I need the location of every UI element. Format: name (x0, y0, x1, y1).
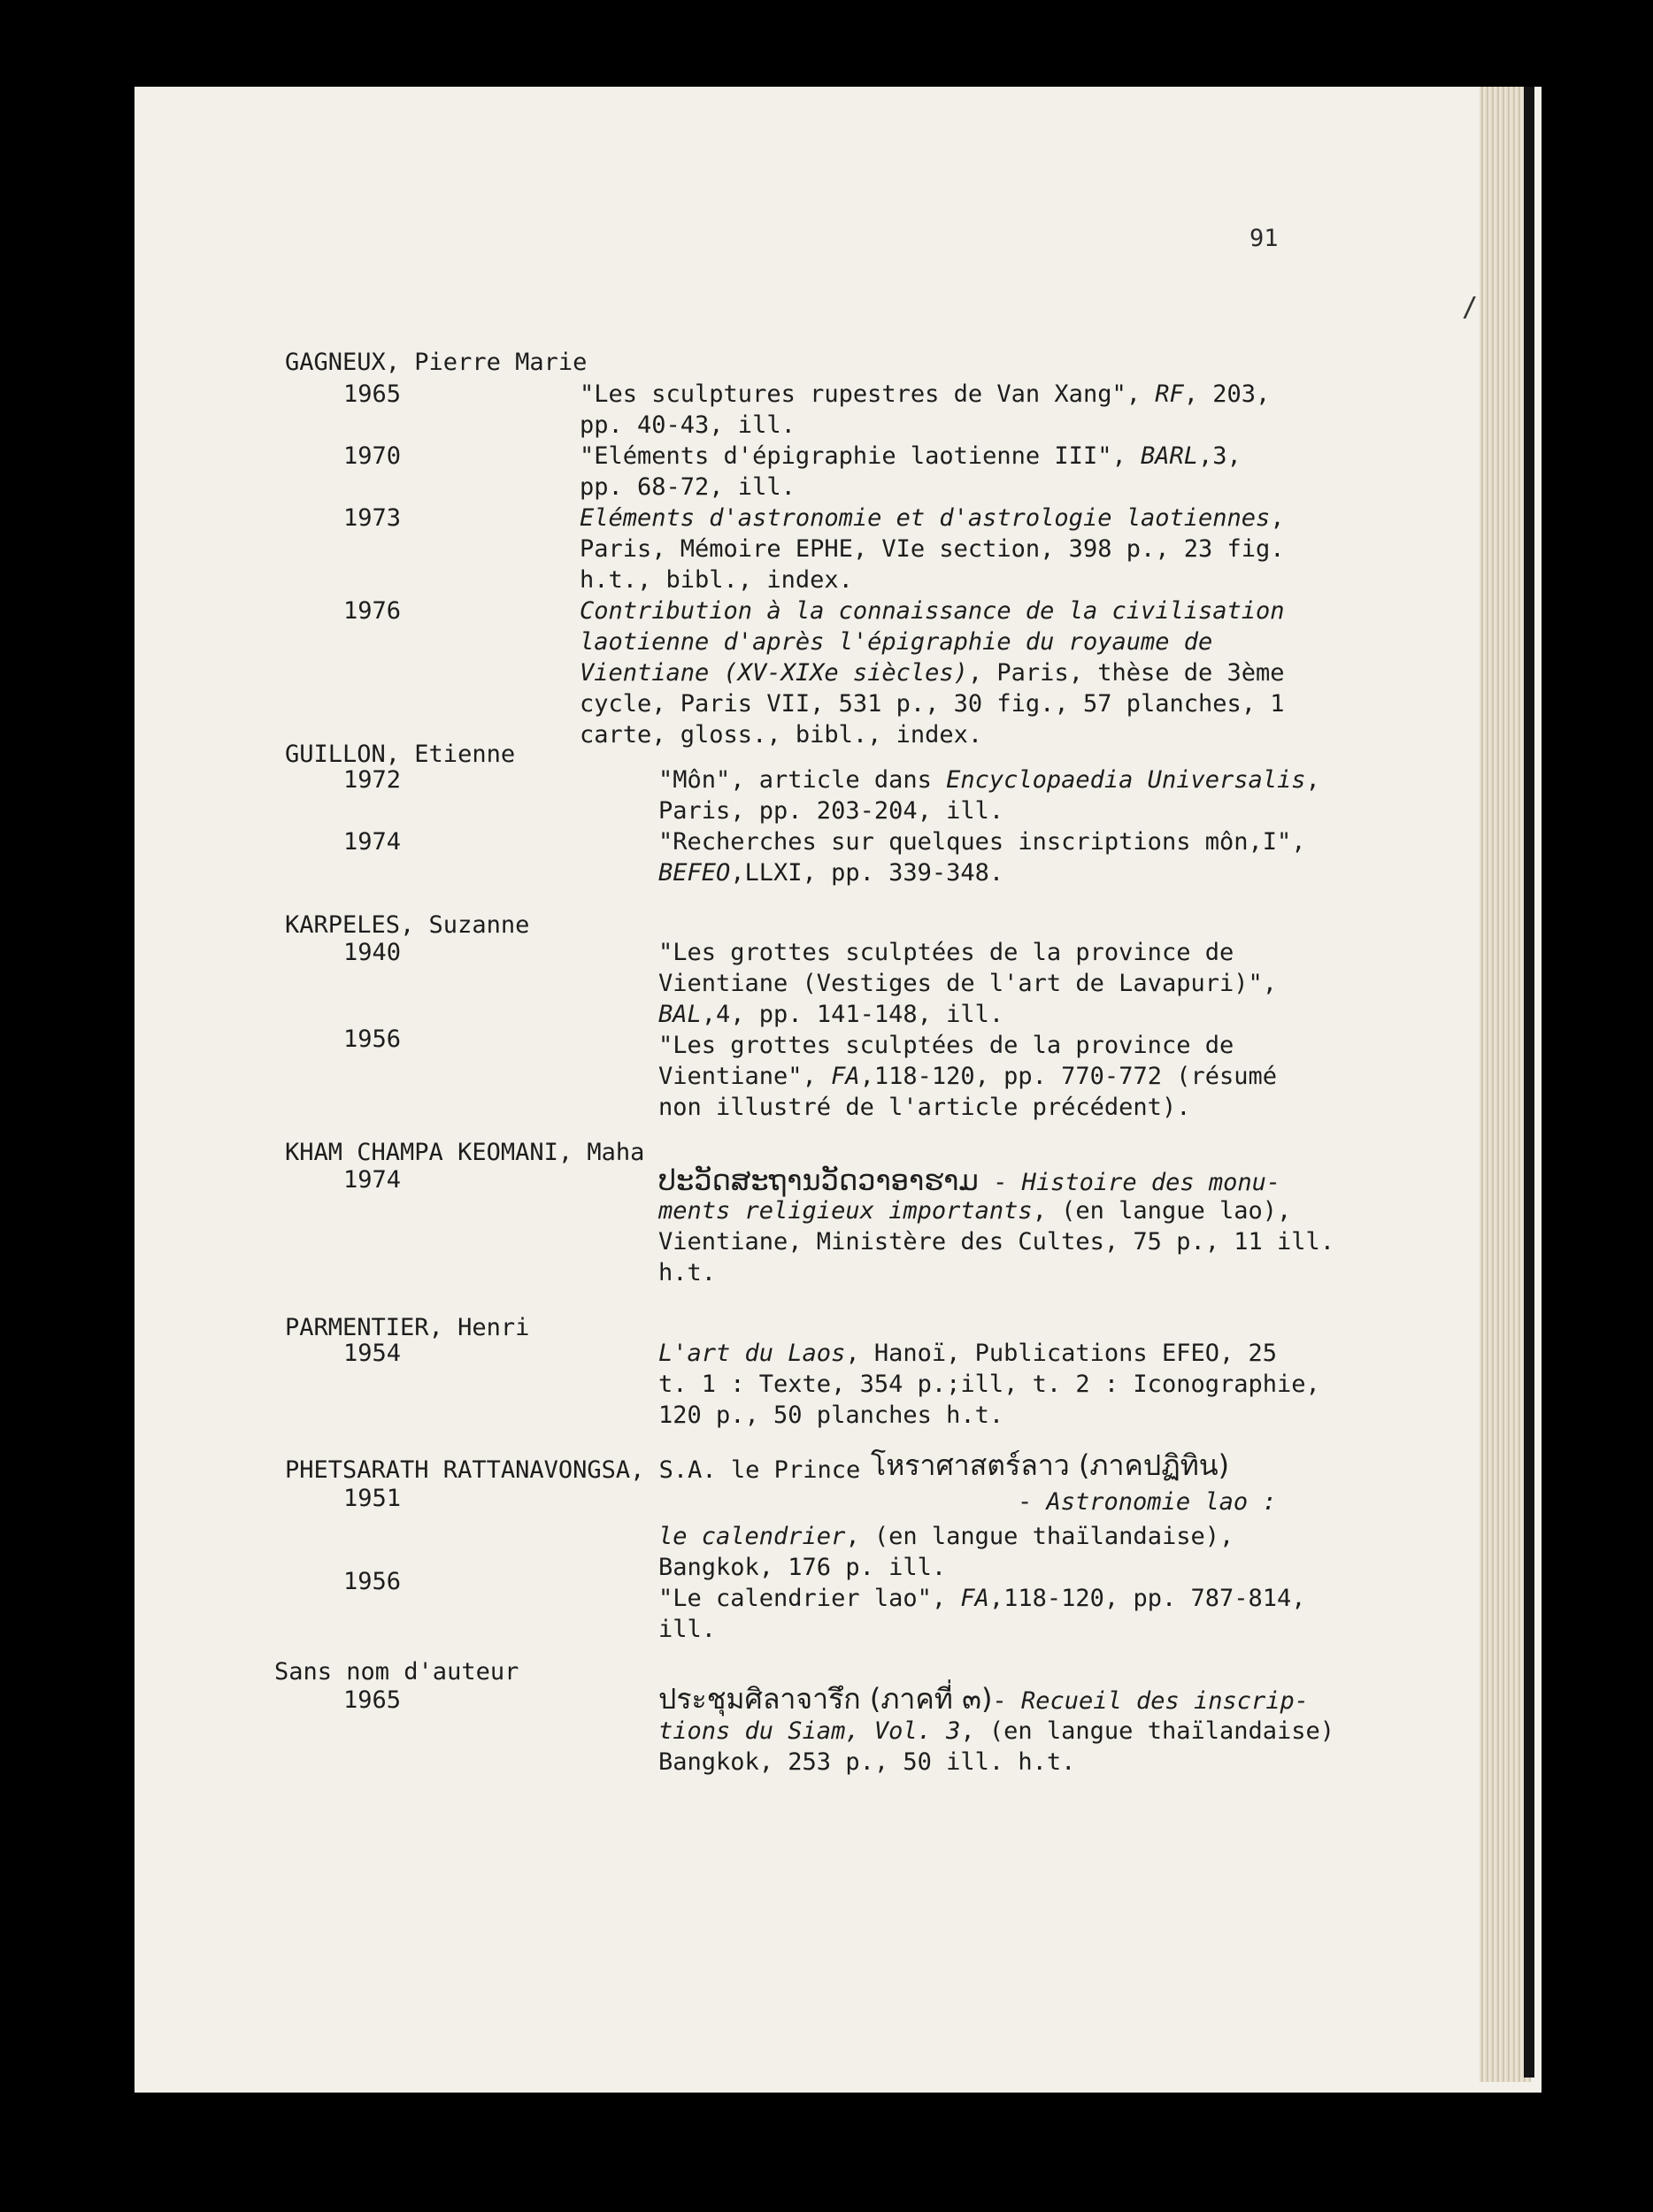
reference-line: "Eléments d'épigraphie laotienne III", BARL,3, (580, 442, 1242, 470)
reference-line: ments religieux importants, (en langue lao), (658, 1197, 1292, 1225)
reference-line: Paris, Mémoire EPHE, VIe section, 398 p., 23 fig. (580, 535, 1285, 563)
reference-line: laotienne d'après l'épigraphie du royaume de (580, 628, 1213, 656)
reference-line: Bangkok, 253 p., 50 ill. h.t. (658, 1748, 1076, 1776)
reference-line: Vientiane", FA,118-120, pp. 770-772 (résumé (658, 1063, 1277, 1090)
author-guillon: GUILLON, Etienne (285, 741, 516, 768)
author-karpeles: KARPELES, Suzanne (285, 911, 530, 939)
reference-line: Vientiane (XV-XIXe siècles), Paris, thèse de 3ème (580, 659, 1285, 687)
author-kham-champa: KHAM CHAMPA KEOMANI, Maha (285, 1139, 645, 1166)
author-gagneux: GAGNEUX, Pierre Marie (285, 349, 588, 376)
reference-line: t. 1 : Texte, 354 p.;ill, t. 2 : Iconographie, (658, 1371, 1320, 1398)
reference-line: le calendrier, (en langue thaïlandaise), (658, 1523, 1234, 1550)
year: 1976 (343, 597, 402, 625)
reference-line: BEFEO,LLXI, pp. 339-348. (658, 859, 1004, 887)
reference-line: 120 p., 50 planches h.t. (658, 1402, 1004, 1429)
reference-line: non illustré de l'article précédent). (658, 1094, 1191, 1121)
year: 1965 (343, 380, 402, 408)
reference-line: "Môn", article dans Encyclopaedia Universalis, (658, 766, 1320, 794)
reference-line: carte, gloss., bibl., index. (580, 721, 983, 749)
year: 1951 (343, 1485, 402, 1512)
reference-line: BAL,4, pp. 141-148, ill. (658, 1001, 1004, 1028)
year: 1956 (343, 1568, 402, 1595)
reference-line: tions du Siam, Vol. 3, (en langue thaïlandaise) (658, 1717, 1335, 1745)
reference-line: "Les grottes sculptées de la province de (658, 1032, 1234, 1059)
reference-line: Vientiane (Vestiges de l'art de Lavapuri)", (658, 970, 1277, 997)
reference-line: "Les grottes sculptées de la province de (658, 939, 1234, 966)
year: 1973 (343, 504, 402, 532)
year: 1974 (343, 1166, 402, 1194)
reference-line: "Les sculptures rupestres de Van Xang", RF, 203, (580, 380, 1271, 408)
reference-line: ill. (658, 1616, 717, 1643)
reference-line: ປະວັດສະຖານວັດວາອາຮາມ - Histoire des monu- (658, 1164, 1281, 1197)
author-parmentier: PARMENTIER, Henri (285, 1314, 530, 1341)
pencil-mark: / (1462, 292, 1479, 323)
author-phetsarath: PHETSARATH RATTANAVONGSA, S.A. le Prince (285, 1456, 861, 1484)
reference-line: pp. 68-72, ill. (580, 473, 796, 501)
reference-line: Vientiane, Ministère des Cultes, 75 p., 11 ill. (658, 1228, 1335, 1256)
thai-title: โหราศาสตร์ลาว (ภาคปฏิทิน) (871, 1448, 1230, 1482)
reference-line: h.t. (658, 1259, 717, 1286)
page-edge-shadow (1524, 87, 1534, 2078)
year: 1970 (343, 442, 402, 470)
author-anonymous: Sans nom d'auteur (274, 1658, 519, 1686)
reference-line: Eléments d'astronomie et d'astrologie laotiennes, (580, 504, 1285, 532)
year: 1965 (343, 1686, 402, 1714)
reference-line: ประชุมศิลาจารึก (ภาคที่ ๓)- Recueil des inscrip- (658, 1682, 1310, 1716)
reference-line: Contribution à la connaissance de la civilisation (580, 597, 1285, 625)
year: 1954 (343, 1340, 402, 1367)
year: 1956 (343, 1025, 402, 1053)
year: 1940 (343, 939, 402, 966)
reference-line: - Astronomie lao : (1018, 1488, 1277, 1516)
reference-line: Bangkok, 176 p. ill. (658, 1554, 947, 1581)
reference-line: L'art du Laos, Hanoï, Publications EFEO, 25 (658, 1340, 1277, 1367)
reference-line: Paris, pp. 203-204, ill. (658, 797, 1004, 825)
year: 1974 (343, 828, 402, 856)
reference-line: cycle, Paris VII, 531 p., 30 fig., 57 planches, 1 (580, 690, 1285, 718)
reference-line: pp. 40-43, ill. (580, 411, 796, 439)
reference-line: h.t., bibl., index. (580, 566, 853, 594)
page-number: 91 (1249, 225, 1279, 252)
reference-line: "Recherches sur quelques inscriptions môn,I", (658, 828, 1306, 856)
year: 1972 (343, 766, 402, 794)
reference-line: "Le calendrier lao", FA,118-120, pp. 787-814, (658, 1585, 1306, 1612)
